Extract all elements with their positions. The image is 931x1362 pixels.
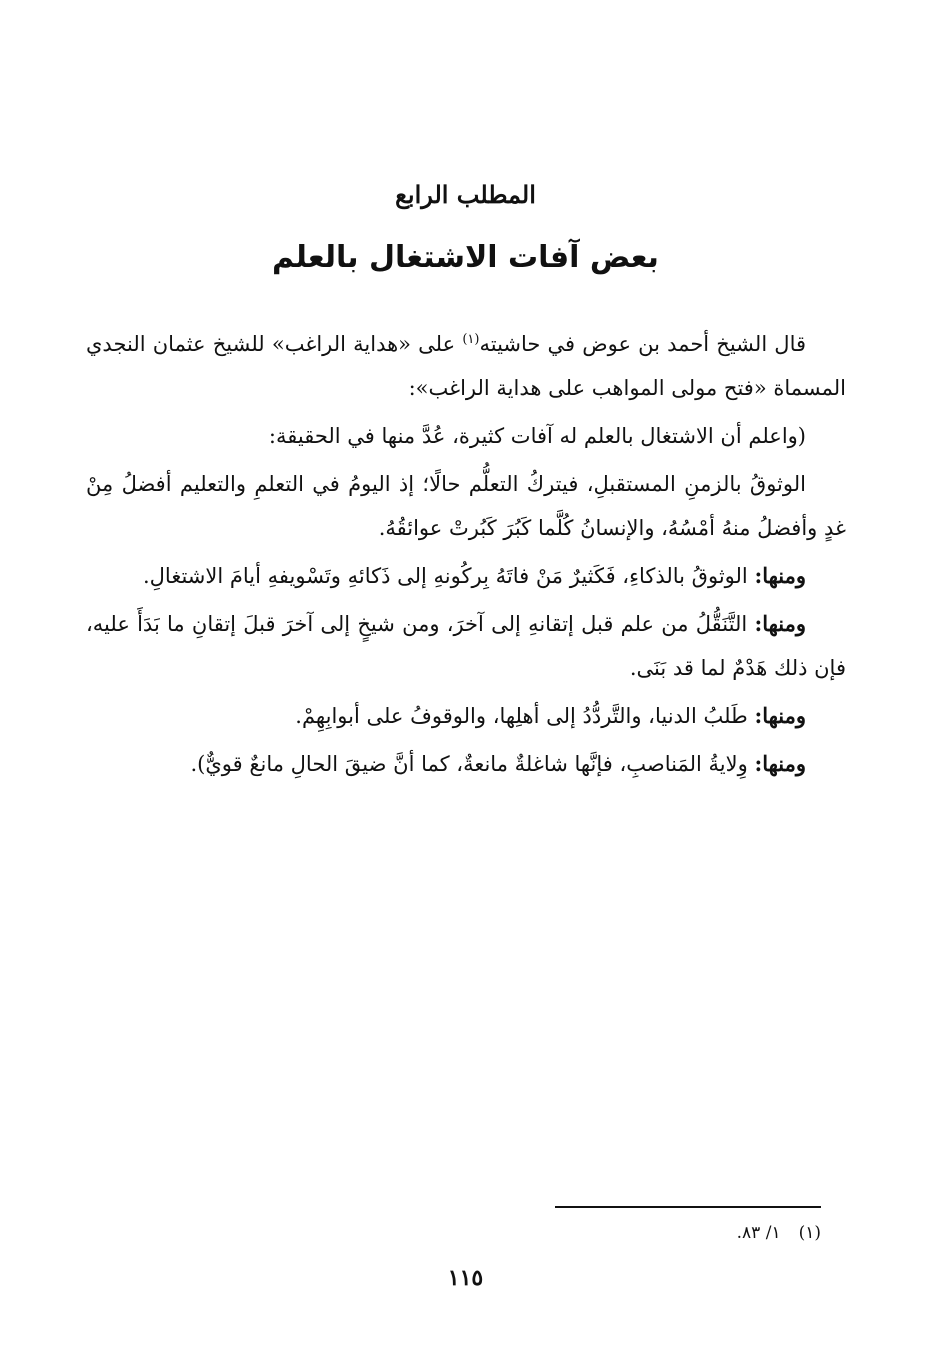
paragraph-text: التَّنَقُّلُ من علم قبل إتقانهِ إلى آخرَ، ومن شيخٍ إلى آخرَ قبلَ إتقانِ ما بَدَأَ عليه، فإن ذلك هَدْمٌ لما قد بَنَى.	[86, 612, 846, 680]
paragraph-lead: ومنها:	[754, 563, 806, 588]
intro-text-continued: على «هداية الراغب» للشيخ عثمان النجدي المسماة «فتح مولى المواهب على هداية الراغب»:	[86, 332, 846, 400]
second-affliction-paragraph	[86, 554, 846, 598]
page-number: ١١٥	[447, 1265, 484, 1291]
paragraph-lead: ومنها:	[754, 611, 806, 636]
fourth-affliction-paragraph	[86, 694, 846, 738]
paragraph-lead: ومنها:	[754, 703, 806, 728]
footnote	[521, 1220, 821, 1246]
section-title: بعض آفات الاشتغال بالعلم	[272, 240, 659, 275]
paragraph-text: طَلبُ الدنيا، والتَّردُّدُ إلى أهلِها، والوقوفُ على أبوابِهِمْ.	[295, 704, 755, 728]
body-text	[86, 322, 846, 790]
first-affliction-paragraph: الوثوقُ بالزمنِ المستقبلِ، فيتركُ التعلُّم حالًا؛ إذ اليومُ في التعلمِ والتعليم أفضلُ مِنْ غدٍ وأفضلُ منهُ أمْسُهُ، والإنسانُ كُلَّما كَبُرَ كَبُرتْ عوائقُهُ.	[86, 472, 846, 540]
footnote-text: ١/ ٨٣.	[736, 1223, 781, 1243]
section-label: المطلب الرابع	[395, 180, 536, 209]
intro-paragraph	[86, 322, 846, 410]
paragraph-lead: ومنها:	[754, 751, 806, 776]
paragraph-text: الوثوقُ بالذكاءِ، فَكَثيرٌ مَنْ فاتَهُ بِركُونهِ إلى ذَكائهِ وتَسْويفهِ أيامَ الاشتغالِ.	[143, 564, 755, 588]
footnote-number: (١)	[798, 1223, 821, 1243]
quote-opening-paragraph: (واعلم أن الاشتغال بالعلم له آفات كثيرة، عُدَّ منها في الحقيقة:	[268, 424, 806, 448]
footnote-reference[interactable]: (١)	[462, 332, 480, 347]
intro-text: قال الشيخ أحمد بن عوض في حاشيته	[479, 332, 807, 356]
third-affliction-paragraph	[86, 602, 846, 690]
fifth-affliction-paragraph	[86, 742, 846, 786]
paragraph-text: وِلايةُ المَناصبِ، فإنَّها شاغلةٌ مانعةٌ، كما أنَّ ضيقَ الحالِ مانعٌ قويٌّ).	[190, 752, 755, 776]
footnote-divider	[555, 1206, 821, 1208]
